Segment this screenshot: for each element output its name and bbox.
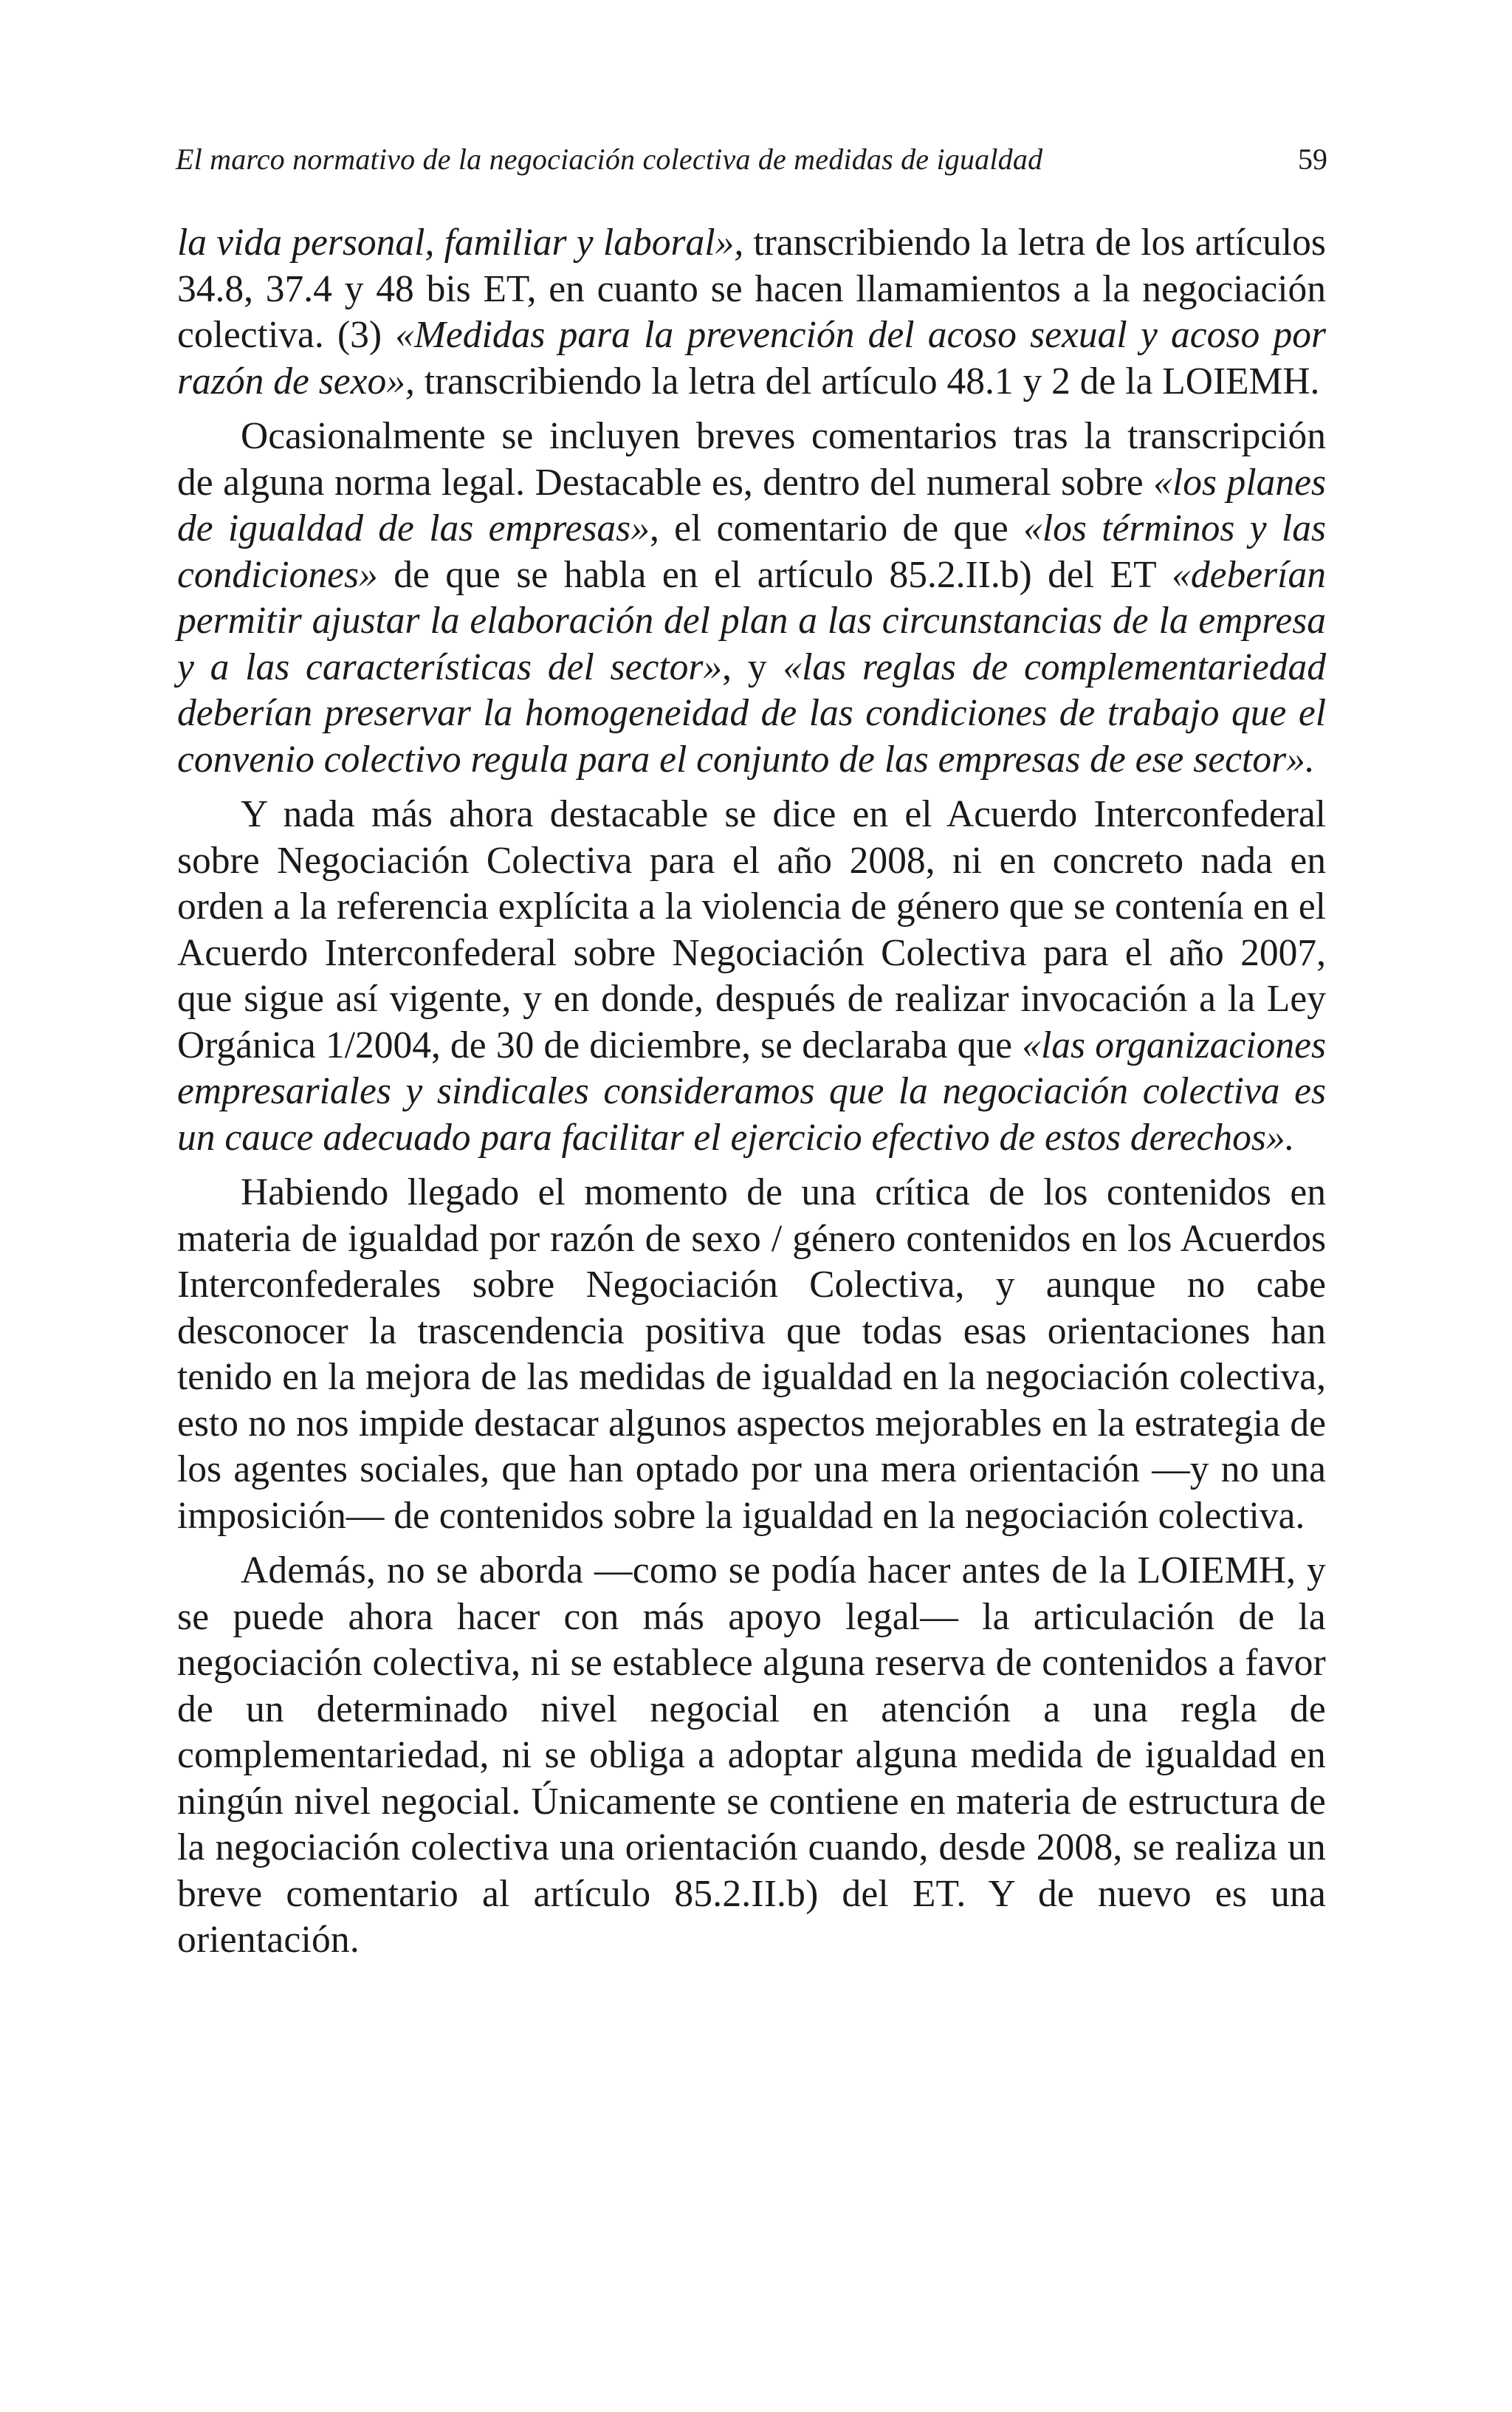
running-header — [176, 137, 1327, 182]
text-segment: Además, no se aborda —como se podía hacer antes de la LOIEMH, y se puede ahora hacer con más apoyo legal— la articulación de la negociación colectiva, ni se establece alguna reserva de contenidos a favor de un determinado nivel negocial en atención a una regla de complementariedad, ni se obliga a adoptar alguna medida de igualdad en ningún nivel negocial. Únicamente se contiene en materia de estructura de la negociación colectiva una orientación cuando, desde 2008, se realiza un breve comentario al artículo 85.2.II.b) del ET. Y de nuevo es una orientación. — [177, 1549, 1326, 1961]
text-segment: «los términos y las condiciones» — [177, 507, 1326, 596]
text-segment: la vida personal, familiar y laboral», — [177, 222, 744, 264]
running-title: El marco normativo de la negociación colectiva de medidas de igualdad — [176, 143, 1043, 176]
body-text — [177, 220, 1326, 1964]
text-segment: , el comentario de que — [649, 507, 1024, 549]
text-segment: «deberían permitir ajustar la elaboración del plan a las circunstancias de la empresa y a las características del sector» — [177, 553, 1326, 688]
page-number: 59 — [1298, 143, 1327, 176]
text-segment: transcribiendo la letra del artículo 48.1 y 2 de la LOIEMH. — [414, 360, 1320, 402]
text-segment: Ocasionalmente se incluyen breves comentarios tras la transcripción de alguna norma legal. Destacable es, dentro del numeral sobre — [177, 415, 1326, 504]
text-segment: transcribiendo la letra de los artículos 34.8, 37.4 y 48 bis ET, en cuanto se hacen llamamientos a la negociación colectiva. (3) — [177, 222, 1326, 356]
paragraph — [177, 1170, 1326, 1539]
text-segment: «los planes de igualdad de las empresas» — [177, 461, 1326, 549]
text-segment: de que se habla en el artículo 85.2.II.b) del ET — [377, 553, 1172, 596]
text-segment: «Medidas para la prevención del acoso sexual y acoso por razón de sexo», — [177, 314, 1326, 402]
paragraph — [177, 220, 1326, 405]
paragraph — [177, 1548, 1326, 1964]
paragraph — [177, 414, 1326, 783]
text-segment: Y nada más ahora destacable se dice en el Acuerdo Interconfederal sobre Negociación Colectiva para el año 2008, ni en concreto nada en orden a la referencia explícita a la violencia de género que se contenía en el Acuerdo Interconfederal sobre Negociación Colectiva para el año 2007, que sigue así vigente, y en donde, después de realizar invocación a la Ley Orgánica 1/2004, de 30 de diciembre, se declaraba que — [177, 793, 1326, 1066]
text-segment: Habiendo llegado el momento de una crítica de los contenidos en materia de igualdad por razón de sexo / género contenidos en los Acuerdos Interconfederales sobre Negociación Colectiva, y aunque no cabe desconocer la trascendencia positiva que todas esas orientaciones han tenido en la mejora de las medidas de igualdad en la negociación colectiva, esto no nos impide destacar algunos aspectos mejorables en la estrategia de los agentes sociales, que han optado por una mera orientación —y no una imposición— de contenidos sobre la igualdad en la negociación colectiva. — [177, 1171, 1326, 1537]
text-segment: «las organizaciones empresariales y sindicales consideramos que la negociación colectiva es un cauce adecuado para facilitar el ejercicio efectivo de estos derechos». — [177, 1024, 1326, 1159]
text-segment: «las reglas de complementariedad deberían preservar la homogeneidad de las condiciones de trabajo que el convenio colectivo regula para el conjunto de las empresas de ese sector». — [177, 645, 1326, 781]
paragraph — [177, 792, 1326, 1161]
text-segment: , y — [722, 645, 783, 688]
